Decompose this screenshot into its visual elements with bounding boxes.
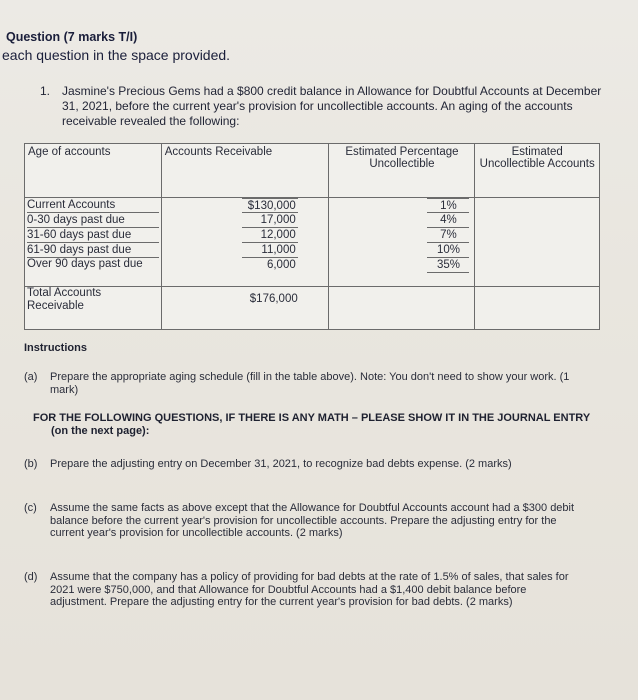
category-61-90: 61-90 days past due — [27, 243, 159, 258]
header-accounts-receivable: Accounts Receivable — [161, 144, 329, 198]
instruction-c-text: Assume the same facts as above except that the Allowance for Doubtful Accounts account had a $300 debit balance before the current year's provision for uncollectible accounts. Prepare the adjusting entry for the current year's provision for uncollectible accounts. (2 marks) — [50, 502, 575, 539]
instruction-a — [24, 371, 594, 396]
category-current: Current Accounts — [27, 198, 159, 213]
ar-cell — [161, 198, 329, 287]
ar-current: $130,000 — [242, 198, 298, 213]
answer-instruction: each question in the space provided. — [2, 47, 231, 63]
table-header-row — [25, 144, 600, 198]
pct-61-90: 10% — [427, 243, 469, 258]
instruction-b-label: (b) — [24, 458, 38, 470]
instruction-d-label: (d) — [24, 571, 38, 583]
header-estimated-uncollectible: Estimated Uncollectible Accounts — [475, 144, 600, 198]
header-estimated-percentage: Estimated Percentage Uncollectible — [329, 144, 475, 198]
ar-31-60: 12,000 — [242, 228, 298, 243]
category-over-90: Over 90 days past due — [27, 258, 143, 270]
instruction-a-label: (a) — [24, 371, 38, 383]
show-math-note-line2: (on the next page): — [51, 425, 150, 437]
estimated-uncollectible-cell — [475, 198, 600, 287]
total-ar: $176,000 — [249, 293, 298, 305]
total-ar-cell — [161, 287, 329, 330]
table-body-row — [25, 198, 600, 287]
pct-current: 1% — [427, 198, 469, 213]
instruction-d-text: Assume that the company has a policy of providing for bad debts at the rate of 1.5% of sales, that sales for 2021 were $750,000, and that Allowance for Doubtful Accounts had a $1,400 debit balance before adjustment. Prepare the adjusting entry for the current year's provision for bad debts. (2 marks) — [50, 571, 569, 608]
ar-over-90: 6,000 — [266, 259, 296, 271]
pct-over-90: 35% — [427, 258, 469, 273]
instruction-d — [24, 571, 580, 609]
question-1 — [40, 84, 610, 129]
instruction-b — [24, 458, 594, 471]
pct-0-30: 4% — [427, 213, 469, 228]
total-pct-cell — [329, 287, 475, 330]
category-cell — [25, 198, 162, 287]
header-age-of-accounts: Age of accounts — [25, 144, 162, 198]
show-math-note — [33, 412, 593, 438]
pct-31-60: 7% — [427, 228, 469, 243]
instructions-title: Instructions — [24, 342, 87, 354]
category-0-30: 0-30 days past due — [27, 213, 159, 228]
show-math-note-line1: FOR THE FOLLOWING QUESTIONS, IF THERE IS ANY MATH – PLEASE SHOW IT IN THE JOURNAL ENTRY — [33, 412, 591, 424]
total-estimated-cell — [475, 287, 600, 330]
instruction-a-text: Prepare the appropriate aging schedule (fill in the table above). Note: You don't need to show your work. (1 mark) — [50, 371, 570, 396]
table-total-row — [25, 287, 600, 330]
question-title: Question (7 marks T/I) — [6, 30, 138, 44]
total-label-cell — [25, 287, 162, 330]
instruction-b-text: Prepare the adjusting entry on December 31, 2021, to recognize bad debts expense. (2 marks) — [50, 458, 512, 470]
pct-cell — [329, 198, 475, 287]
ar-0-30: 17,000 — [242, 213, 298, 228]
ar-61-90: 11,000 — [242, 243, 298, 258]
aging-schedule-table — [24, 143, 600, 330]
question-1-text: Jasmine's Precious Gems had a $800 credit balance in Allowance for Doubtful Accounts at December 31, 2021, before the current year's provision for uncollectible accounts. An aging of the accounts receivable revealed the following: — [62, 84, 602, 128]
question-1-number: 1. — [40, 84, 51, 98]
instruction-c — [24, 502, 580, 540]
total-label: Total Accounts Receivable — [27, 287, 102, 312]
instruction-c-label: (c) — [24, 502, 37, 514]
category-31-60: 31-60 days past due — [27, 228, 159, 243]
